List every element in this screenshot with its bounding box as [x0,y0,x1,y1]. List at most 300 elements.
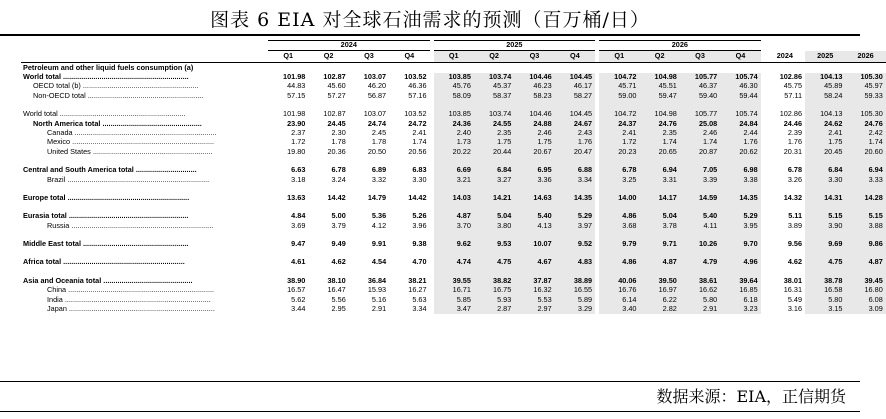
row-label: Mexico ...................................................................... [47,137,215,147]
table-cell: 5.26 [412,211,427,221]
source-divider [0,381,860,382]
table-cell: 24.74 [367,118,387,128]
table-cell: 58.23 [514,91,554,100]
table-cell: 16.75 [474,286,514,295]
table-cell: 2.40 [434,129,474,138]
table-cell: 46.23 [514,82,554,91]
table-cell: 20.44 [474,147,514,156]
table-cell: 9.38 [412,239,427,249]
row-label: OECD total (b) ......................................................... [33,81,199,91]
table-cell: 104.46 [514,73,554,82]
table-cell: 45.60 [327,81,346,91]
table-cell: 103.07 [363,71,387,81]
table-cell: 2.41 [599,129,639,138]
table-cell: 5.36 [371,211,387,221]
table-cell: 6.78 [787,165,803,175]
table-cell: 5.85 [434,295,474,304]
table-cell: 46.36 [408,81,427,91]
table-cell: 102.86 [779,71,803,81]
table-cell: 9.91 [371,239,387,249]
table-cell: 20.60 [845,147,885,156]
table-cell: 3.47 [434,305,474,314]
table-cell: 13.63 [287,192,306,202]
table-cell: 10.26 [680,240,720,249]
table-cell: 105.30 [845,73,885,82]
table-cell: 16.47 [327,285,346,295]
table-cell: 6.14 [599,295,639,304]
table-cell: 45.75 [783,81,803,91]
table-cell: 4.75 [474,258,514,267]
table-cell: 103.52 [404,71,427,81]
table-cell: 3.90 [805,221,845,230]
table-cell: 6.22 [639,295,679,304]
quarter-header: Q2 [639,51,679,63]
table-cell: 2.45 [371,127,387,137]
quarter-header: Q4 [720,51,760,63]
annual-header: 2025 [805,51,845,63]
row-label: Brazil ...................................................................... [47,174,210,184]
table-cell: 6.83 [412,165,427,175]
row-label: India ........................................................................ [47,294,211,304]
table-cell: 58.09 [434,91,474,100]
table-cell: 16.97 [639,286,679,295]
year-header-row [21,41,886,51]
table-cell: 59.00 [599,91,639,100]
table-cell: 45.97 [845,82,885,91]
table-cell: 2.41 [412,127,427,137]
row-label: Central and South America total .............................. [23,165,197,175]
row-label: Middle East total .................................................... [23,239,189,249]
table-cell: 1.76 [787,137,803,147]
table-row [21,212,886,221]
table-cell: 38.01 [783,275,803,285]
table-cell: 105.77 [680,73,720,82]
quarter-header: Q3 [349,51,389,63]
table-cell: 1.78 [331,137,346,147]
table-cell: 2.44 [720,129,760,138]
table-cell: 46.30 [720,82,760,91]
table-cell: 24.36 [434,119,474,128]
table-cell: 3.80 [474,221,514,230]
table-cell: 3.23 [720,305,760,314]
table-cell: 57.16 [408,90,427,100]
quarter-header: Q1 [268,51,308,63]
table-cell: 4.86 [599,258,639,267]
table-cell: 5.29 [720,212,760,221]
table-cell: 14.03 [434,194,474,203]
table-cell: 45.71 [599,82,639,91]
year-header-2025: 2025 [434,41,596,51]
table-cell: 9.79 [599,240,639,249]
table-cell: 15.93 [367,285,387,295]
table-row [21,175,886,184]
table-cell: 3.34 [412,304,427,314]
table-cell: 2.41 [805,129,845,138]
quarter-header: Q1 [434,51,474,63]
table-cell: 3.89 [787,220,803,230]
table-cell: 5.04 [639,212,679,221]
table-cell: 14.31 [805,194,845,203]
table-cell: 45.76 [434,82,474,91]
table-cell: 1.75 [474,138,514,147]
table-cell: 14.17 [639,194,679,203]
table-cell: 14.59 [680,194,720,203]
table-cell: 5.40 [680,212,720,221]
table-cell: 101.98 [283,71,306,81]
table-cell: 4.12 [371,220,387,230]
table-cell: 24.84 [720,119,760,128]
table-cell: 4.87 [639,258,679,267]
table-cell: 7.05 [680,166,720,175]
row-label: Canada ...................................................................... [47,127,217,137]
table-cell: 3.29 [555,305,595,314]
table-cell: 6.94 [639,166,679,175]
table-cell: 20.62 [720,147,760,156]
table-cell: 2.35 [474,129,514,138]
table-cell: 5.00 [331,211,346,221]
table-cell: 38.90 [287,275,306,285]
table-cell: 19.80 [287,146,306,156]
table-cell: 20.22 [434,147,474,156]
table-cell: 3.16 [787,304,803,314]
table-cell: 3.36 [514,175,554,184]
row-label: World total .............................................................. [23,71,189,81]
table-cell: 20.67 [514,147,554,156]
table-cell: 3.96 [412,220,427,230]
table-cell: 6.84 [474,166,514,175]
table-cell: 6.89 [371,165,387,175]
table-cell: 24.76 [639,119,679,128]
table-cell: 5.40 [514,212,554,221]
table-cell: 24.46 [783,118,803,128]
table-cell: 1.76 [720,138,760,147]
table-cell: 45.37 [474,82,514,91]
source-note: 数据来源：EIA，正信期货 [656,387,846,406]
table-cell: 9.56 [787,239,803,249]
table-cell: 104.13 [805,110,845,119]
table-cell: 2.87 [474,305,514,314]
table-cell: 5.15 [805,212,845,221]
table-cell: 20.31 [783,146,803,156]
table-cell: 44.83 [287,81,306,91]
table-cell: 59.44 [720,91,760,100]
table-cell: 16.58 [805,286,845,295]
table-cell: 16.57 [287,285,306,295]
table-cell: 104.98 [639,110,679,119]
table-cell: 104.45 [555,73,595,82]
table-cell: 3.25 [599,175,639,184]
table-cell: 14.35 [720,194,760,203]
table-cell: 4.96 [720,258,760,267]
table-cell: 3.15 [805,305,845,314]
row-label: Asia and Oceania total ............................................ [23,275,193,285]
table-cell: 46.37 [680,82,720,91]
table-cell: 24.55 [474,119,514,128]
row-label: China ........................................................................ [47,285,215,295]
table-cell: 3.31 [639,175,679,184]
table-cell: 3.24 [331,174,346,184]
table-cell: 57.11 [784,90,803,100]
table-cell: 1.72 [599,138,639,147]
table-cell: 14.42 [408,192,427,202]
table-cell: 38.61 [680,276,720,285]
table-cell: 1.72 [291,137,306,147]
table-cell: 59.33 [845,91,885,100]
table-cell: 20.36 [327,146,346,156]
table-cell: 3.32 [371,174,387,184]
table-cell: 36.84 [367,275,387,285]
table-cell: 16.62 [680,286,720,295]
quarter-header: Q1 [599,51,639,63]
table-cell: 24.37 [599,119,639,128]
quarter-header-row [21,51,886,63]
table-cell: 5.56 [331,294,346,304]
table-cell: 104.45 [555,110,595,119]
table-cell: 1.75 [805,138,845,147]
table-cell: 1.78 [371,137,387,147]
table-cell: 38.82 [474,276,514,285]
table-cell: 4.61 [291,257,306,267]
table-cell: 6.98 [720,166,760,175]
table-cell: 45.89 [805,82,845,91]
table-cell: 5.29 [555,212,595,221]
table-cell: 1.74 [639,138,679,147]
table-cell: 101.98 [283,109,306,119]
annual-header: 2026 [845,51,885,63]
table-cell: 3.97 [555,221,595,230]
table-cell: 5.04 [474,212,514,221]
table-cell: 105.74 [720,73,760,82]
table-cell: 16.31 [783,285,803,295]
table-cell: 5.15 [845,212,885,221]
figure-title-bar [0,2,860,36]
table-cell: 105.77 [680,110,720,119]
table-cell: 102.87 [323,109,346,119]
table-cell: 23.90 [287,118,306,128]
table-cell: 2.91 [371,304,387,314]
table-cell: 6.18 [720,295,760,304]
table-cell: 2.97 [514,305,554,314]
table-row [21,166,886,175]
table-cell: 14.28 [845,194,885,203]
table-cell: 20.47 [555,147,595,156]
table-cell: 6.78 [331,165,346,175]
table-cell: 5.80 [680,295,720,304]
table-cell: 3.30 [805,175,845,184]
table-cell: 59.47 [639,91,679,100]
table-cell: 2.42 [845,129,885,138]
table-cell: 4.83 [555,258,595,267]
table-cell: 38.10 [327,275,346,285]
quarter-header: Q4 [389,51,429,63]
table-cell: 103.52 [404,109,427,119]
table-cell: 59.40 [680,91,720,100]
row-label: Africa total ............................................................ [23,257,185,267]
row-label: Russia ...................................................................... [47,220,214,230]
table-cell: 4.74 [434,258,474,267]
row-label: Europe total ............................................................ [23,192,190,202]
table-cell: 9.53 [474,240,514,249]
table-cell: 10.07 [514,240,554,249]
table-cell: 4.86 [599,212,639,221]
table-cell: 3.79 [331,220,346,230]
table-cell: 20.23 [599,147,639,156]
table-cell: 6.69 [434,166,474,175]
annual-header: 2024 [765,51,805,63]
table-cell: 45.51 [639,82,679,91]
table-cell: 104.72 [599,73,639,82]
table-cell: 25.08 [680,119,720,128]
table-cell: 24.88 [514,119,554,128]
table-cell: 2.39 [787,127,803,137]
table-cell: 4.67 [514,258,554,267]
bottom-divider [0,411,860,412]
table-cell: 6.84 [805,166,845,175]
table-cell: 46.20 [367,81,387,91]
table-cell: 46.17 [555,82,595,91]
table-cell: 38.21 [408,275,427,285]
oil-demand-table [21,40,886,314]
table-cell: 56.87 [367,90,387,100]
table-cell: 4.87 [845,258,885,267]
table-cell: 16.76 [599,286,639,295]
table-cell: 24.76 [845,119,885,128]
table-cell: 104.13 [805,73,845,82]
quarter-header: Q2 [308,51,348,63]
table-cell: 3.69 [291,220,306,230]
table-cell: 3.95 [720,221,760,230]
table-cell: 2.37 [291,127,306,137]
figure-title: 图表 6 EIA 对全球石油需求的预测（百万桶/日） [210,9,650,31]
table-cell: 39.50 [639,276,679,285]
table-cell: 1.74 [412,137,427,147]
table-cell: 6.88 [555,166,595,175]
table-cell: 9.71 [639,240,679,249]
table-cell: 3.40 [599,305,639,314]
table-cell: 4.54 [371,257,387,267]
table-cell: 4.62 [331,257,346,267]
table-cell: 1.73 [434,138,474,147]
table-cell: 103.74 [474,73,514,82]
table-row [21,194,886,203]
table-row [21,82,886,91]
table-cell: 2.46 [680,129,720,138]
table-cell: 16.85 [720,286,760,295]
table-cell: 3.21 [434,175,474,184]
table-cell: 2.82 [639,305,679,314]
table-cell: 103.85 [434,110,474,119]
table-cell: 4.13 [514,221,554,230]
table-cell: 3.30 [412,174,427,184]
table-cell: 24.67 [555,119,595,128]
table-cell: 4.87 [434,212,474,221]
table-cell: 103.07 [363,109,387,119]
table-cell: 105.30 [845,110,885,119]
table-cell: 5.11 [788,211,803,221]
table-cell: 5.62 [291,294,306,304]
table-cell: 3.26 [787,174,803,184]
table-cell: 38.89 [555,276,595,285]
table-cell: 16.55 [555,286,595,295]
table-cell: 9.49 [331,239,346,249]
table-cell: 58.24 [805,91,845,100]
table-cell: 9.62 [434,240,474,249]
table-cell: 4.75 [805,258,845,267]
table-cell: 9.86 [845,240,885,249]
table-cell: 5.63 [412,294,427,304]
table-cell: 104.46 [514,110,554,119]
table-cell: 103.85 [434,73,474,82]
table-cell: 40.06 [599,276,639,285]
table-cell: 1.76 [555,138,595,147]
table-cell: 39.64 [720,276,760,285]
table-cell: 3.33 [845,175,885,184]
table-cell: 104.72 [599,110,639,119]
table-cell: 3.78 [639,221,679,230]
table-cell: 16.71 [434,286,474,295]
table-cell: 6.78 [599,166,639,175]
table-cell: 5.53 [514,295,554,304]
quarter-header: Q2 [474,51,514,63]
table-cell: 58.37 [474,91,514,100]
table-cell: 4.79 [680,258,720,267]
table-cell: 104.98 [639,73,679,82]
table-cell: 2.30 [331,127,346,137]
table-cell: 24.62 [805,119,845,128]
table-row [21,147,886,156]
table-cell: 24.72 [408,118,427,128]
table-cell: 5.16 [371,294,387,304]
table-row [21,138,886,147]
table-cell: 3.38 [720,175,760,184]
table-cell: 105.74 [720,110,760,119]
table-cell: 1.74 [680,138,720,147]
quarter-header: Q4 [555,51,595,63]
table-cell: 9.52 [555,240,595,249]
table-cell: 2.46 [514,129,554,138]
row-label: Eurasia total ........................................................... [23,211,189,221]
table-cell: 4.62 [787,257,803,267]
table-row [21,221,886,230]
table-cell: 6.95 [514,166,554,175]
table-row [21,305,886,314]
table-cell: 5.80 [805,295,845,304]
row-label: United States ........................................................... [47,146,213,156]
row-label: Japan ........................................................................ [47,304,215,314]
table-cell: 9.47 [291,239,306,249]
demand-table-container [21,40,883,314]
table-cell: 39.45 [845,276,885,285]
table-cell: 39.55 [434,276,474,285]
table-cell: 1.74 [845,138,885,147]
table-cell: 3.88 [845,221,885,230]
row-label: Non-OECD total ......................................................... [33,90,204,100]
table-cell: 20.56 [408,146,427,156]
table-cell: 3.27 [474,175,514,184]
table-cell: 4.11 [680,221,720,230]
table-cell: 2.91 [680,305,720,314]
row-label: North America total ................................................. [33,118,202,128]
row-label: World total .............................................................. [23,109,186,119]
table-cell: 16.80 [845,286,885,295]
table-cell: 4.84 [291,211,306,221]
table-cell: 9.70 [720,240,760,249]
table-cell: 2.35 [639,129,679,138]
table-cell: 57.27 [327,90,346,100]
table-cell: 5.49 [787,294,803,304]
table-cell: 9.69 [805,240,845,249]
table-cell: 20.65 [639,147,679,156]
